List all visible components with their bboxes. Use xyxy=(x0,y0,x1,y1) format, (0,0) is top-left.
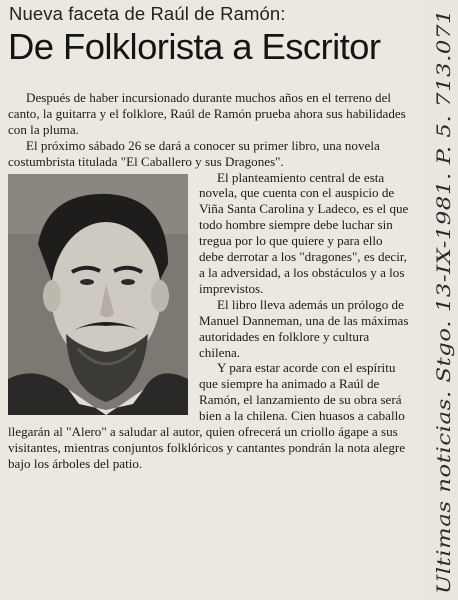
article-body xyxy=(8,90,410,472)
margin-note-svg xyxy=(430,4,458,596)
article-paragraph-4: El libro lleva además un prólogo de Manuel Danneman, una de las máximas autoridades en folklore y cultura chilena. xyxy=(199,296,409,360)
margin-note-text: Ultimas noticias. Stgo. 13-IX-1981. P. 5. 713.071 xyxy=(433,103,455,594)
author-portrait-image xyxy=(8,174,188,415)
article-paragraph-3: El planteamiento central de esta novela, que cuenta con el auspicio de Viña Santa Carolina y Ladeco, es el que todo hombre siempre debe luchar sin tregua por lo que quiere y para ello debe derrotar a los "dragones", es decir, a la adversidad, a los obstáculos y a los imprevistos. xyxy=(199,169,409,296)
article-kicker: Nueva faceta de Raúl de Ramón: xyxy=(9,3,286,24)
article-paragraph-2: El próximo sábado 26 se dará a conocer su primer libro, una novela costumbrista titulada "El Caballero y sus Dragones". xyxy=(8,137,380,169)
article-paragraph-5: Y para estar acorde con el espíritu que siempre ha animado a Raúl de Ramón, el lanzamiento de su obra será bien a la chilena. Cien huasos a caballo llegarán al "Alero" a saludar al autor, quien ofrecerá un criollo ágape a sus visitantes, mientras conjuntos folklóricos y cantantes pondrán la nota alegre bajo los árboles del patio. xyxy=(8,360,406,471)
article-headline: De Folklorista a Escritor xyxy=(8,26,381,67)
article-paragraph-1: Después de haber incursionado durante muchos años en el terreno del canto, la guitarra y el folklore, Raúl de Ramón prueba ahora sus habilidades con la pluma. xyxy=(8,90,406,137)
handwritten-margin-note xyxy=(430,4,458,596)
author-photo xyxy=(8,174,188,415)
